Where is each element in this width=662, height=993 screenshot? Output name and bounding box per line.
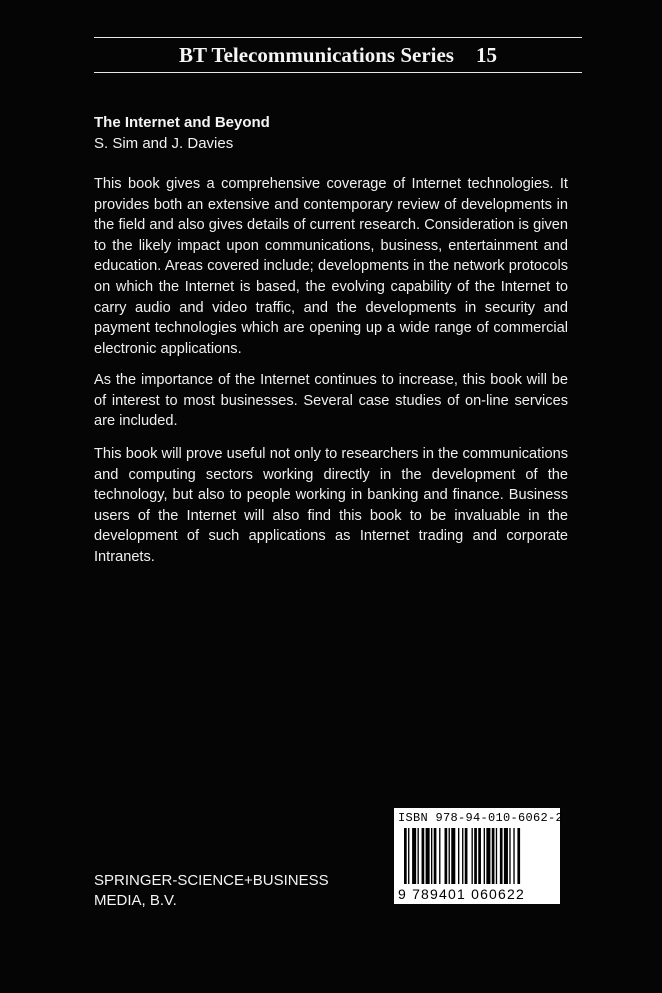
barcode-bar xyxy=(465,828,468,884)
barcode-bar xyxy=(500,828,503,884)
barcode-bar xyxy=(509,828,510,884)
barcode-bar xyxy=(478,828,481,884)
isbn-label: ISBN 978-94-010-6062-2 xyxy=(398,811,564,825)
barcode-bar xyxy=(418,828,419,884)
barcode-bar xyxy=(484,828,485,884)
series-name: BT Telecommunications Series xyxy=(179,42,454,67)
barcode-bars xyxy=(404,828,550,888)
barcode-bar xyxy=(472,828,473,884)
barcode-bar xyxy=(517,828,520,884)
series-top-rule xyxy=(94,37,582,38)
series-number: 15 xyxy=(475,42,497,67)
publisher-line-2: MEDIA, B.V. xyxy=(94,892,177,909)
description-paragraph-3: This book will prove useful not only to researchers in the communications and computing sectors working directly in the development of the technology, but also to people working in banking and finance. Business users of the Internet will also find this book to be invaluable in the development of such applications as Internet trading and corporate Intranets. xyxy=(94,446,568,565)
publisher-imprint xyxy=(94,871,329,911)
book-title: The Internet and Beyond xyxy=(94,114,270,131)
barcode-bar xyxy=(513,828,514,884)
barcode-bar xyxy=(408,828,409,884)
series-bottom-rule xyxy=(94,72,582,73)
barcode-bar xyxy=(426,828,430,884)
barcode-bar xyxy=(504,828,508,884)
book-authors: S. Sim and J. Davies xyxy=(94,135,234,152)
ean-digits: 9 789401 060622 xyxy=(398,886,525,902)
isbn-barcode xyxy=(394,808,564,904)
publisher-line-1: SPRINGER-SCIENCE+BUSINESS xyxy=(94,872,329,889)
barcode-bar xyxy=(445,828,448,884)
description-paragraph-1: This book gives a comprehensive coverage of Internet technologies. It provides both an extensive and contemporary review of developments in the field and also gives details of current research. Consideration is given to the likely impact upon communications, business, entertainment and education. Areas covered include; developments in the network protocols on which the Internet is based, the evolving capability of the Internet to carry audio and video traffic, and the developments in security and payment technologies which are opening up a wide range of commercial electronic applications. xyxy=(94,176,568,357)
barcode-bar xyxy=(404,828,407,884)
description-paragraph-2: As the importance of the Internet continues to increase, this book will be of interest to most businesses. Several case studies of on-line services are included. xyxy=(94,372,568,430)
barcode-bar xyxy=(451,828,455,884)
barcode-bar xyxy=(449,828,450,884)
barcode-bar xyxy=(496,828,497,884)
barcode-bar xyxy=(412,828,416,884)
barcode-bar xyxy=(439,828,440,884)
series-header xyxy=(94,40,582,70)
barcode-bar xyxy=(486,828,490,884)
barcode-bar xyxy=(434,828,437,884)
barcode-bar xyxy=(492,828,495,884)
barcode-bar xyxy=(462,828,463,884)
barcode-bar xyxy=(474,828,477,884)
barcode-bar xyxy=(431,828,432,884)
barcode-bar xyxy=(422,828,425,884)
barcode-bar xyxy=(458,828,459,884)
